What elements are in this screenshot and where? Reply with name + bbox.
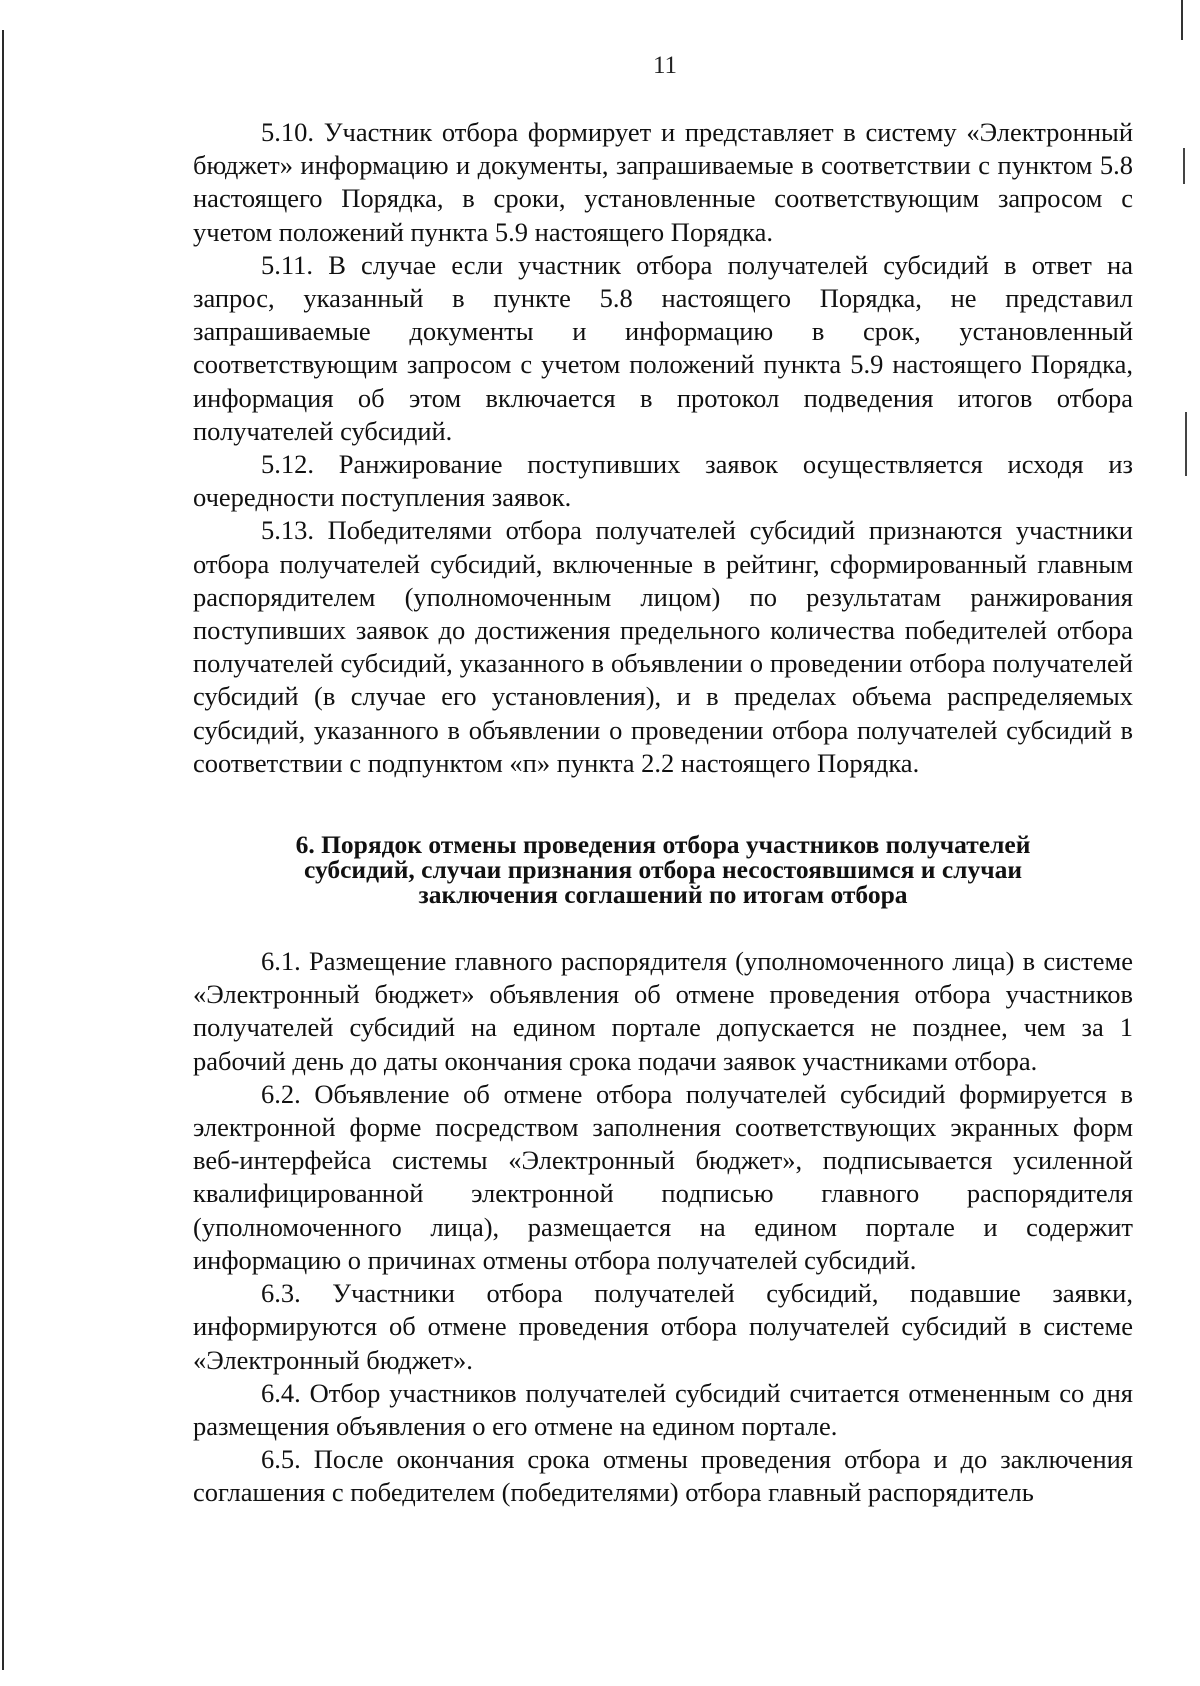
- heading-line: заключения соглашений по итогам отбора: [418, 880, 908, 910]
- paragraph-6-3: 6.3. Участники отбора получателей субсидий, подавшие заявки, информируются об отмене проведения отбора получателей субсидий в системе «Электронный бюджет».: [193, 1278, 1133, 1375]
- paragraph-5-12: 5.12. Ранжирование поступивших заявок осуществляется исходя из очередности поступления заявок.: [193, 449, 1133, 513]
- scan-mark: [1183, 148, 1185, 184]
- paragraph-6-2: 6.2. Объявление об отмене отбора получателей субсидий формируется в электронной форме посредством заполнения соответствующих экранных форм веб-интерфейса системы «Электронный бюджет», подписывается усиленной квалифицированной электронной подписью главного распорядителя (уполномоченного лица), размещается на едином портале и содержит информацию о причинах отмены отбора получателей субсидий.: [193, 1078, 1133, 1275]
- paragraph-5-13: 5.13. Победителями отбора получателей субсидий признаются участники отбора получателей субсидий, включенные в рейтинг, сформированный главным распорядителем (уполномоченным лицом) по результатам ранжирования поступивших заявок до достижения предельного количества победителей отбора получателей субсидий, указанного в объявлении о проведении отбора получателей субсидий (в случае его установления), и в пределах объема распределяемых субсидий, указанного в объявлении о проведении отбора получателей субсидий в соответствии с подпунктом «п» пункта 2.2 настоящего Порядка.: [193, 515, 1133, 778]
- paragraph-6-1: 6.1. Размещение главного распорядителя (уполномоченного лица) в системе «Электронный бюджет» объявления об отмене проведения отбора участников получателей субсидий на едином портале допускается не позднее, чем за 1 рабочий день до даты окончания срока подачи заявок участниками отбора.: [193, 946, 1133, 1076]
- scan-edge-left: [2, 30, 4, 1670]
- section-6-body: [193, 945, 1133, 1509]
- heading-line: субсидий, случаи признания отбора несостоявшимся и случаи: [303, 855, 1023, 885]
- paragraph-5-10: 5.10. Участник отбора формирует и представляет в систему «Электронный бюджет» информацию и документы, запрашиваемые в соответствии с пунктом 5.8 настоящего Порядка, в сроки, установленные соответствующим запросом с учетом положений пункта 5.9 настоящего Порядка.: [193, 117, 1133, 247]
- scan-edge-right: [1181, 0, 1183, 40]
- paragraph-6-5: 6.5. После окончания срока отмены проведения отбора и до заключения соглашения с победителем (победителями) отбора главный распорядитель: [193, 1444, 1133, 1508]
- paragraph-6-4: 6.4. Отбор участников получателей субсидий считается отмененным со дня размещения объявления о его отмене на едином портале.: [193, 1377, 1133, 1441]
- scan-mark: [1185, 412, 1187, 476]
- section-6-heading: [233, 830, 1093, 910]
- page-number: 11: [652, 52, 678, 79]
- heading-line: 6. Порядок отмены проведения отбора участников получателей: [295, 830, 1031, 860]
- paragraph-5-11: 5.11. В случае если участник отбора получателей субсидий в ответ на запрос, указанный в пункте 5.8 настоящего Порядка, не представил запрашиваемые документы и информацию в срок, установленный соответствующим запросом с учетом положений пункта 5.9 настоящего Порядка, информация об этом включается в протокол подведения итогов отбора получателей субсидий.: [193, 249, 1133, 446]
- document-body: [193, 116, 1133, 1510]
